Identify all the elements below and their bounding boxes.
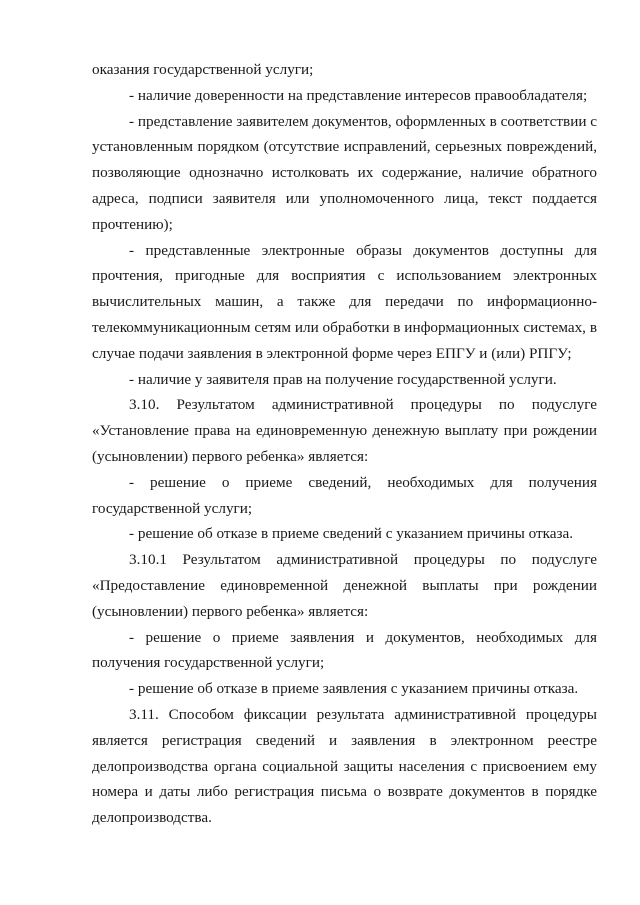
paragraph-electronic-images: - представленные электронные образы документов доступны для прочтения, пригодные для восприятия с использованием электронных вычислительных машин, а также для передачи по информационно-телекоммуникационным сетям или обработки в информационных системах, в случае подачи заявления в электронной форме через ЕПГУ и (или) РПГУ; — [92, 241, 597, 362]
document-body — [92, 57, 597, 831]
paragraph-section-3-10-1: 3.10.1 Результатом административной процедуры по подуслуге «Предоставление единовременной денежной выплаты при рождении (усыновлении) первого ребенка» является: — [92, 551, 597, 620]
paragraph-continuation: оказания государственной услуги; — [92, 61, 314, 78]
paragraph-documents-requirements: - представление заявителем документов, оформленных в соответствии с установленным порядком (отсутствие исправлений, серьезных повреждений, позволяющие однозначно истолковать их содержание, наличие обратного адреса, подписи заявителя или уполномоченного лица, текст поддается прочтению); — [92, 112, 598, 233]
paragraph-decision-refuse-info: - решение об отказе в приеме сведений с указанием причины отказа. — [129, 525, 574, 543]
paragraph-decision-accept-info: - решение о приеме сведений, необходимых для получения государственной услуги; — [92, 473, 597, 517]
paragraph-decision-accept-application: - решение о приеме заявления и документов, необходимых для получения государственной услуги; — [92, 628, 597, 672]
paragraph-section-3-11: 3.11. Способом фиксации результата административной процедуры является регистрация сведений и заявления в электронном реестре делопроизводства органа социальной защиты населения с присвоением ему номера и даты либо регистрация письма о возврате документов в порядке делопроизводства. — [92, 705, 597, 827]
paragraph-section-3-10: 3.10. Результатом административной процедуры по подуслуге «Установление права на единовременную денежную выплату при рождении (усыновлении) первого ребенка» является: — [92, 396, 597, 465]
paragraph-power-of-attorney: - наличие доверенности на представление интересов правообладателя; — [129, 86, 588, 104]
paragraph-applicant-rights: - наличие у заявителя прав на получение государственной услуги. — [129, 370, 557, 388]
paragraph-decision-refuse-application: - решение об отказе в приеме заявления с указанием причины отказа. — [129, 680, 579, 698]
